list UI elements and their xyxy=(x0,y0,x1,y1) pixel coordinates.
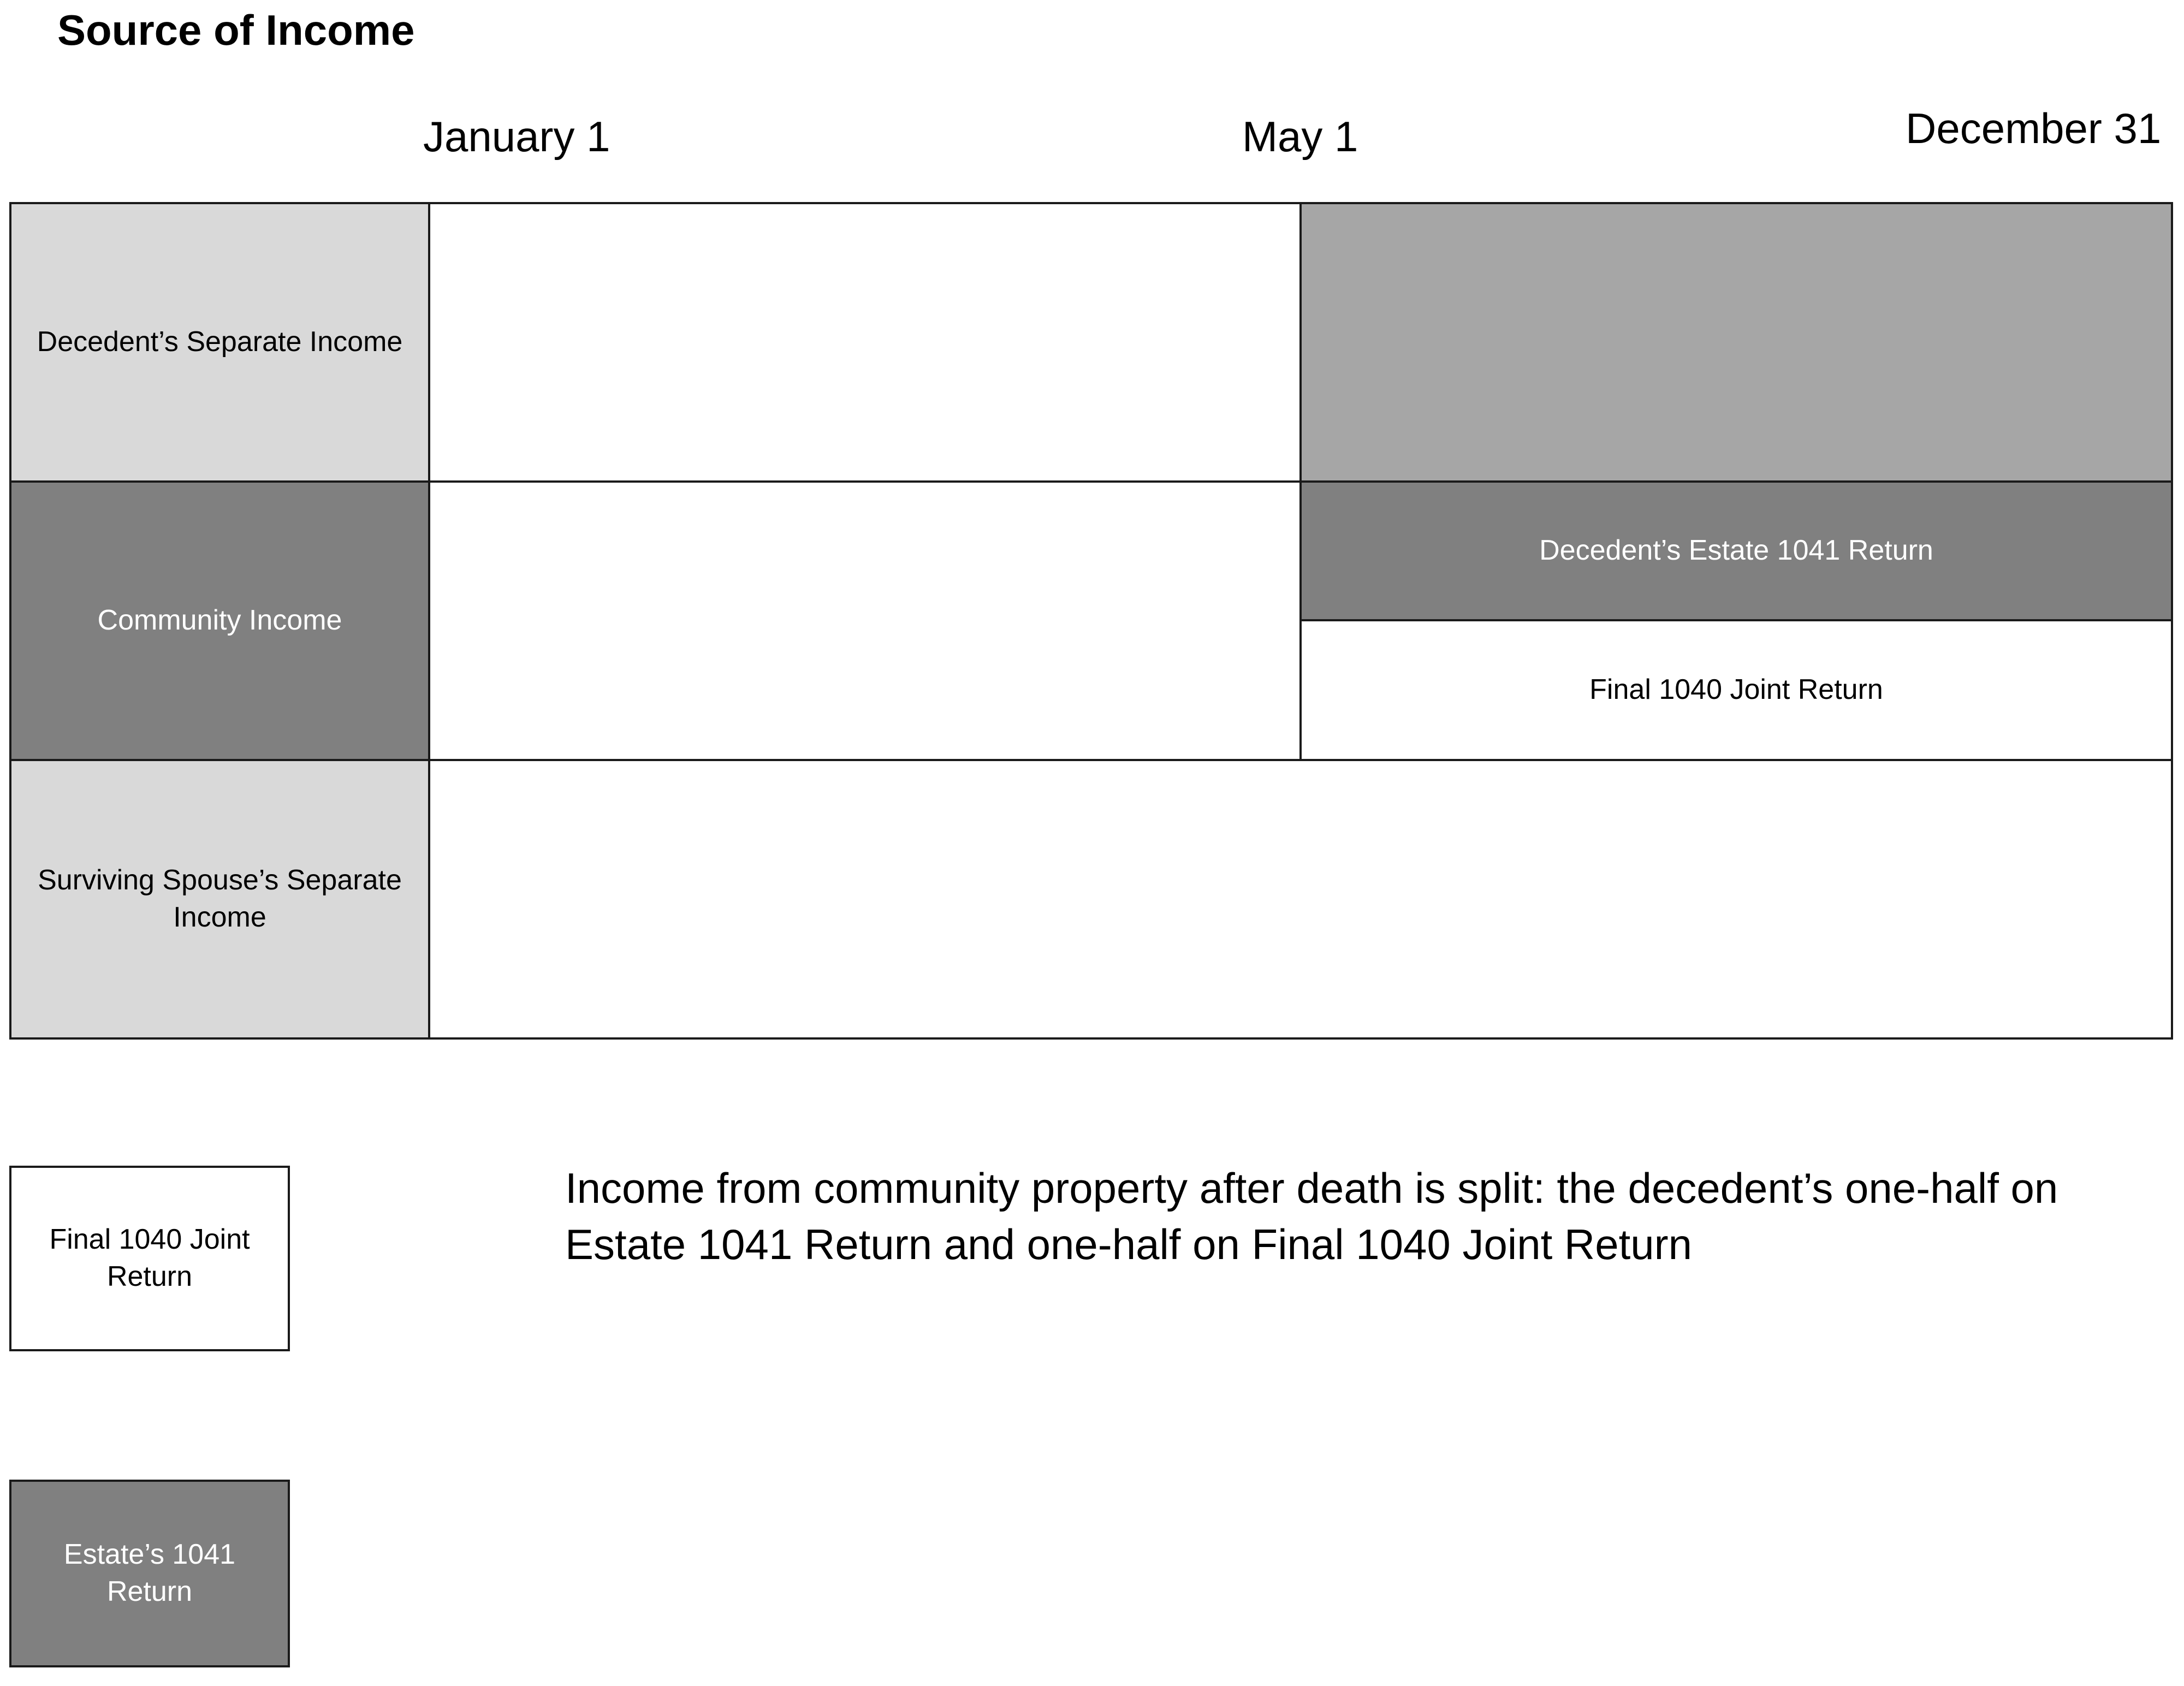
estate-1041-return-label: Decedent’s Estate 1041 Return xyxy=(1539,535,1933,567)
decedent-separate-after-death-cell xyxy=(1299,202,2173,483)
legend-estate-1041-return xyxy=(9,1480,290,1667)
legend-label: Final 1040 Joint Return xyxy=(49,1224,250,1292)
community-after-death-final-1040-cell xyxy=(1299,619,2173,761)
community-after-death-estate-1041-cell xyxy=(1299,480,2173,621)
timeline-death-date-label: May 1 xyxy=(1242,112,1358,161)
row-label-community-income xyxy=(9,480,430,761)
legend-label: Estate’s 1041 Return xyxy=(63,1539,236,1607)
final-1040-return-label: Final 1040 Joint Return xyxy=(1589,674,1883,706)
timeline-start-label: January 1 xyxy=(423,112,610,161)
surviving-spouse-full-year-cell xyxy=(428,759,2173,1040)
row-label-surviving-spouse-separate-income xyxy=(9,759,430,1040)
decedent-separate-before-death-cell xyxy=(428,202,1302,483)
diagram-title: Source of Income xyxy=(57,6,415,54)
row-label-decedent-separate-income xyxy=(9,202,430,483)
row-label-text: Surviving Spouse’s Separate Income xyxy=(38,864,402,933)
row-label-text: Community Income xyxy=(97,604,342,637)
row-label-text: Decedent’s Separate Income xyxy=(37,326,403,358)
legend-final-1040-joint-return xyxy=(9,1166,290,1351)
explanatory-note: Income from community property after death is split: the decedent’s one-half on Estate 1041 Return and one-half on Final 1040 Joint Return xyxy=(565,1164,2058,1268)
timeline-end-label: December 31 xyxy=(1906,104,2162,152)
community-before-death-cell xyxy=(428,480,1302,761)
